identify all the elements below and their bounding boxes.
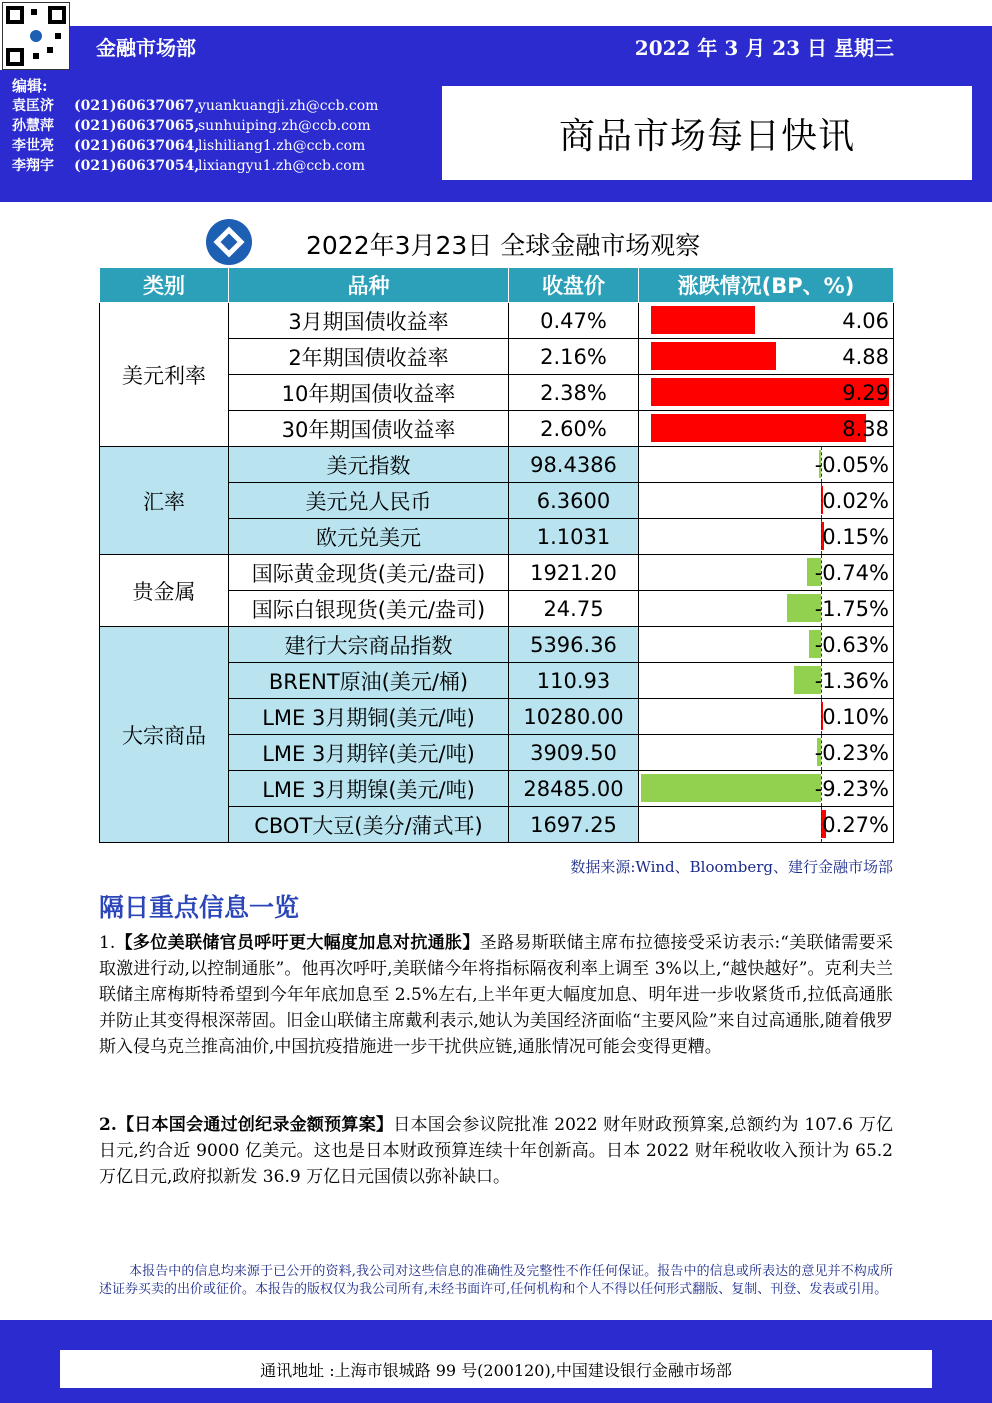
closing-price: 10280.00 [509, 699, 639, 735]
change-value: -9.23% [814, 776, 889, 801]
instrument-name: 3月期国债收益率 [229, 303, 509, 339]
change-value: 9.29 [842, 380, 889, 405]
closing-price: 98.4386 [509, 447, 639, 483]
category-cell: 大宗商品 [100, 627, 229, 843]
change-cell [639, 699, 894, 735]
table-row [100, 303, 894, 339]
change-value: 4.06 [842, 308, 889, 333]
market-table [99, 267, 894, 843]
change-value: -1.36% [814, 668, 889, 693]
change-value: -1.75% [814, 596, 889, 621]
instrument-name: 美元兑人民币 [229, 483, 509, 519]
closing-price: 5396.36 [509, 627, 639, 663]
change-cell [639, 303, 894, 339]
closing-price: 2.60% [509, 411, 639, 447]
change-cell [639, 807, 894, 843]
closing-price: 3909.50 [509, 735, 639, 771]
ccb-logo-icon [206, 219, 252, 265]
news-headline: 【日本国会通过创纪录金额预算案】 [116, 1115, 394, 1135]
qr-code-icon [2, 2, 70, 70]
change-cell [639, 591, 894, 627]
report-date: 2022 年 3 月 23 日 星期三 [634, 36, 894, 60]
closing-price: 0.47% [509, 303, 639, 339]
news-body: 圣路易斯联储主席布拉德接受采访表示:“美联储需要采取激进行动,以控制通胀”。他再次呼吁,美联储今年将指标隔夜利率上调至 3%以上,“越快越好”。克利夫兰联储主席梅斯特希望到今年年底加息至 2.5%左右,上半年更大幅度加息、明年进一步收紧货币,拉低高通胀并防止其变得根深蒂固。旧金山联储主席戴利表示,她认为美国经济面临“主要风险”来自过高通胀,随着俄罗斯入侵乌克兰推高油价,中国抗疫措施进一步干扰供应链,通胀情况可能会变得更糟。 [99, 933, 894, 1057]
change-bar [651, 414, 866, 442]
editor-row: 袁匡济 (021)60637067,yuankuangji.zh@ccb.com [12, 98, 379, 114]
change-value: 0.02% [822, 488, 889, 513]
news-body: 日本国会参议院批准 2022 财年财政预算案,总额约为 107.6 万亿日元,约合近 9000 亿美元。这也是日本财政预算连续十年创新高。日本 2022 财年税收收入预计为 65.2 万亿日元,政府拟新发 36.9 万亿日元国债以弥补缺口。 [99, 1115, 893, 1187]
closing-price: 2.16% [509, 339, 639, 375]
editors-label: 编辑: [12, 77, 48, 95]
instrument-name: 30年期国债收益率 [229, 411, 509, 447]
column-header: 收盘价 [509, 268, 639, 303]
department-name: 金融市场部 [96, 36, 196, 60]
table-row [100, 555, 894, 591]
instrument-name: LME 3月期锌(美元/吨) [229, 735, 509, 771]
instrument-name: 国际白银现货(美元/盎司) [229, 591, 509, 627]
change-value: 0.27% [822, 812, 889, 837]
category-cell: 美元利率 [100, 303, 229, 447]
report-title: 商品市场每日快讯 [442, 86, 972, 180]
editor-row: 李世亮 (021)60637064,lishiliang1.zh@ccb.com [12, 138, 366, 154]
instrument-name: 美元指数 [229, 447, 509, 483]
change-value: -0.05% [814, 452, 889, 477]
change-cell [639, 447, 894, 483]
closing-price: 110.93 [509, 663, 639, 699]
closing-price: 1921.20 [509, 555, 639, 591]
change-cell [639, 375, 894, 411]
change-cell [639, 483, 894, 519]
change-value: -0.23% [814, 740, 889, 765]
table-row [100, 627, 894, 663]
closing-price: 1697.25 [509, 807, 639, 843]
closing-price: 1.1031 [509, 519, 639, 555]
data-source: 数据来源:Wind、Bloomberg、建行金融市场部 [570, 858, 893, 876]
change-cell [639, 411, 894, 447]
editor-row: 孙慧萍 (021)60637065,sunhuiping.zh@ccb.com [12, 118, 371, 134]
news-item: 1.【多位美联储官员呼吁更大幅度加息对抗通胀】圣路易斯联储主席布拉德接受采访表示:“美联储需要采取激进行动,以控制通胀”。他再次呼吁,美联储今年将指标隔夜利率上调至 3%以上,“越快越好”。克利夫兰联储主席梅斯特希望到今年年底加息至 2.5%左右,上半年更大幅度加息、明年进一步收紧货币,拉低高通胀并防止其变得根深蒂固。旧金山联储主席戴利表示,她认为美国经济面临“主要风险”来自过高通胀,随着俄罗斯入侵乌克兰推高油价,中国抗疫措施进一步干扰供应链,通胀情况可能会变得更糟。 [99, 933, 894, 1057]
change-cell [639, 519, 894, 555]
footer-address: 通讯地址 :上海市银城路 99 号(200120),中国建设银行金融市场部 [60, 1350, 932, 1388]
instrument-name: LME 3月期铜(美元/吨) [229, 699, 509, 735]
instrument-name: 欧元兑美元 [229, 519, 509, 555]
disclaimer: 本报告中的信息均来源于已公开的资料,我公司对这些信息的准确性及完整性不作任何保证。报告中的信息或所表达的意见并不构成所述证券买卖的出价或征价。本报告的版权仅为我公司所有,未经书面许可,任何机构和个人不得以任何形式翻版、复制、刊登、发表或引用。 [99, 1264, 893, 1297]
closing-price: 2.38% [509, 375, 639, 411]
table-row [100, 447, 894, 483]
category-cell: 贵金属 [100, 555, 229, 627]
news-section-title: 隔日重点信息一览 [99, 893, 300, 922]
change-value: -0.74% [814, 560, 889, 585]
change-value: -0.63% [814, 632, 889, 657]
column-header: 品种 [229, 268, 509, 303]
table-header-row [100, 268, 894, 303]
instrument-name: 10年期国债收益率 [229, 375, 509, 411]
change-value: 8.38 [842, 416, 889, 441]
top-bar [0, 0, 992, 70]
change-cell [639, 627, 894, 663]
instrument-name: CBOT大豆(美分/蒲式耳) [229, 807, 509, 843]
change-value: 4.88 [842, 344, 889, 369]
change-cell [639, 771, 894, 807]
closing-price: 24.75 [509, 591, 639, 627]
change-bar [651, 342, 776, 370]
change-value: 0.15% [822, 524, 889, 549]
editors-block [12, 76, 378, 176]
news-headline: 【多位美联储官员呼吁更大幅度加息对抗通胀】 [115, 933, 480, 953]
closing-price: 28485.00 [509, 771, 639, 807]
instrument-name: 建行大宗商品指数 [229, 627, 509, 663]
change-cell [639, 339, 894, 375]
instrument-name: 2年期国债收益率 [229, 339, 509, 375]
instrument-name: BRENT原油(美元/桶) [229, 663, 509, 699]
news-item: 2.【日本国会通过创纪录金额预算案】日本国会参议院批准 2022 财年财政预算案,总额约为 107.6 万亿日元,约合近 9000 亿美元。这也是日本财政预算连续十年创新高。日本 2022 财年税收收入预计为 65.2 万亿日元,政府拟新发 36.9 万亿日元国债以弥补缺口。 [99, 1115, 893, 1187]
instrument-name: LME 3月期镍(美元/吨) [229, 771, 509, 807]
editor-row: 李翔宇 (021)60637054,lixiangyu1.zh@ccb.com [12, 158, 365, 174]
change-bar [651, 306, 755, 334]
change-bar [641, 774, 821, 802]
column-header: 涨跌情况(BP、%) [639, 268, 894, 303]
change-value: 0.10% [822, 704, 889, 729]
change-cell [639, 735, 894, 771]
change-cell [639, 555, 894, 591]
change-cell [639, 663, 894, 699]
market-table-title: 2022年3月23日 全球金融市场观察 [306, 231, 701, 260]
closing-price: 6.3600 [509, 483, 639, 519]
category-cell: 汇率 [100, 447, 229, 555]
column-header: 类别 [100, 268, 229, 303]
instrument-name: 国际黄金现货(美元/盎司) [229, 555, 509, 591]
